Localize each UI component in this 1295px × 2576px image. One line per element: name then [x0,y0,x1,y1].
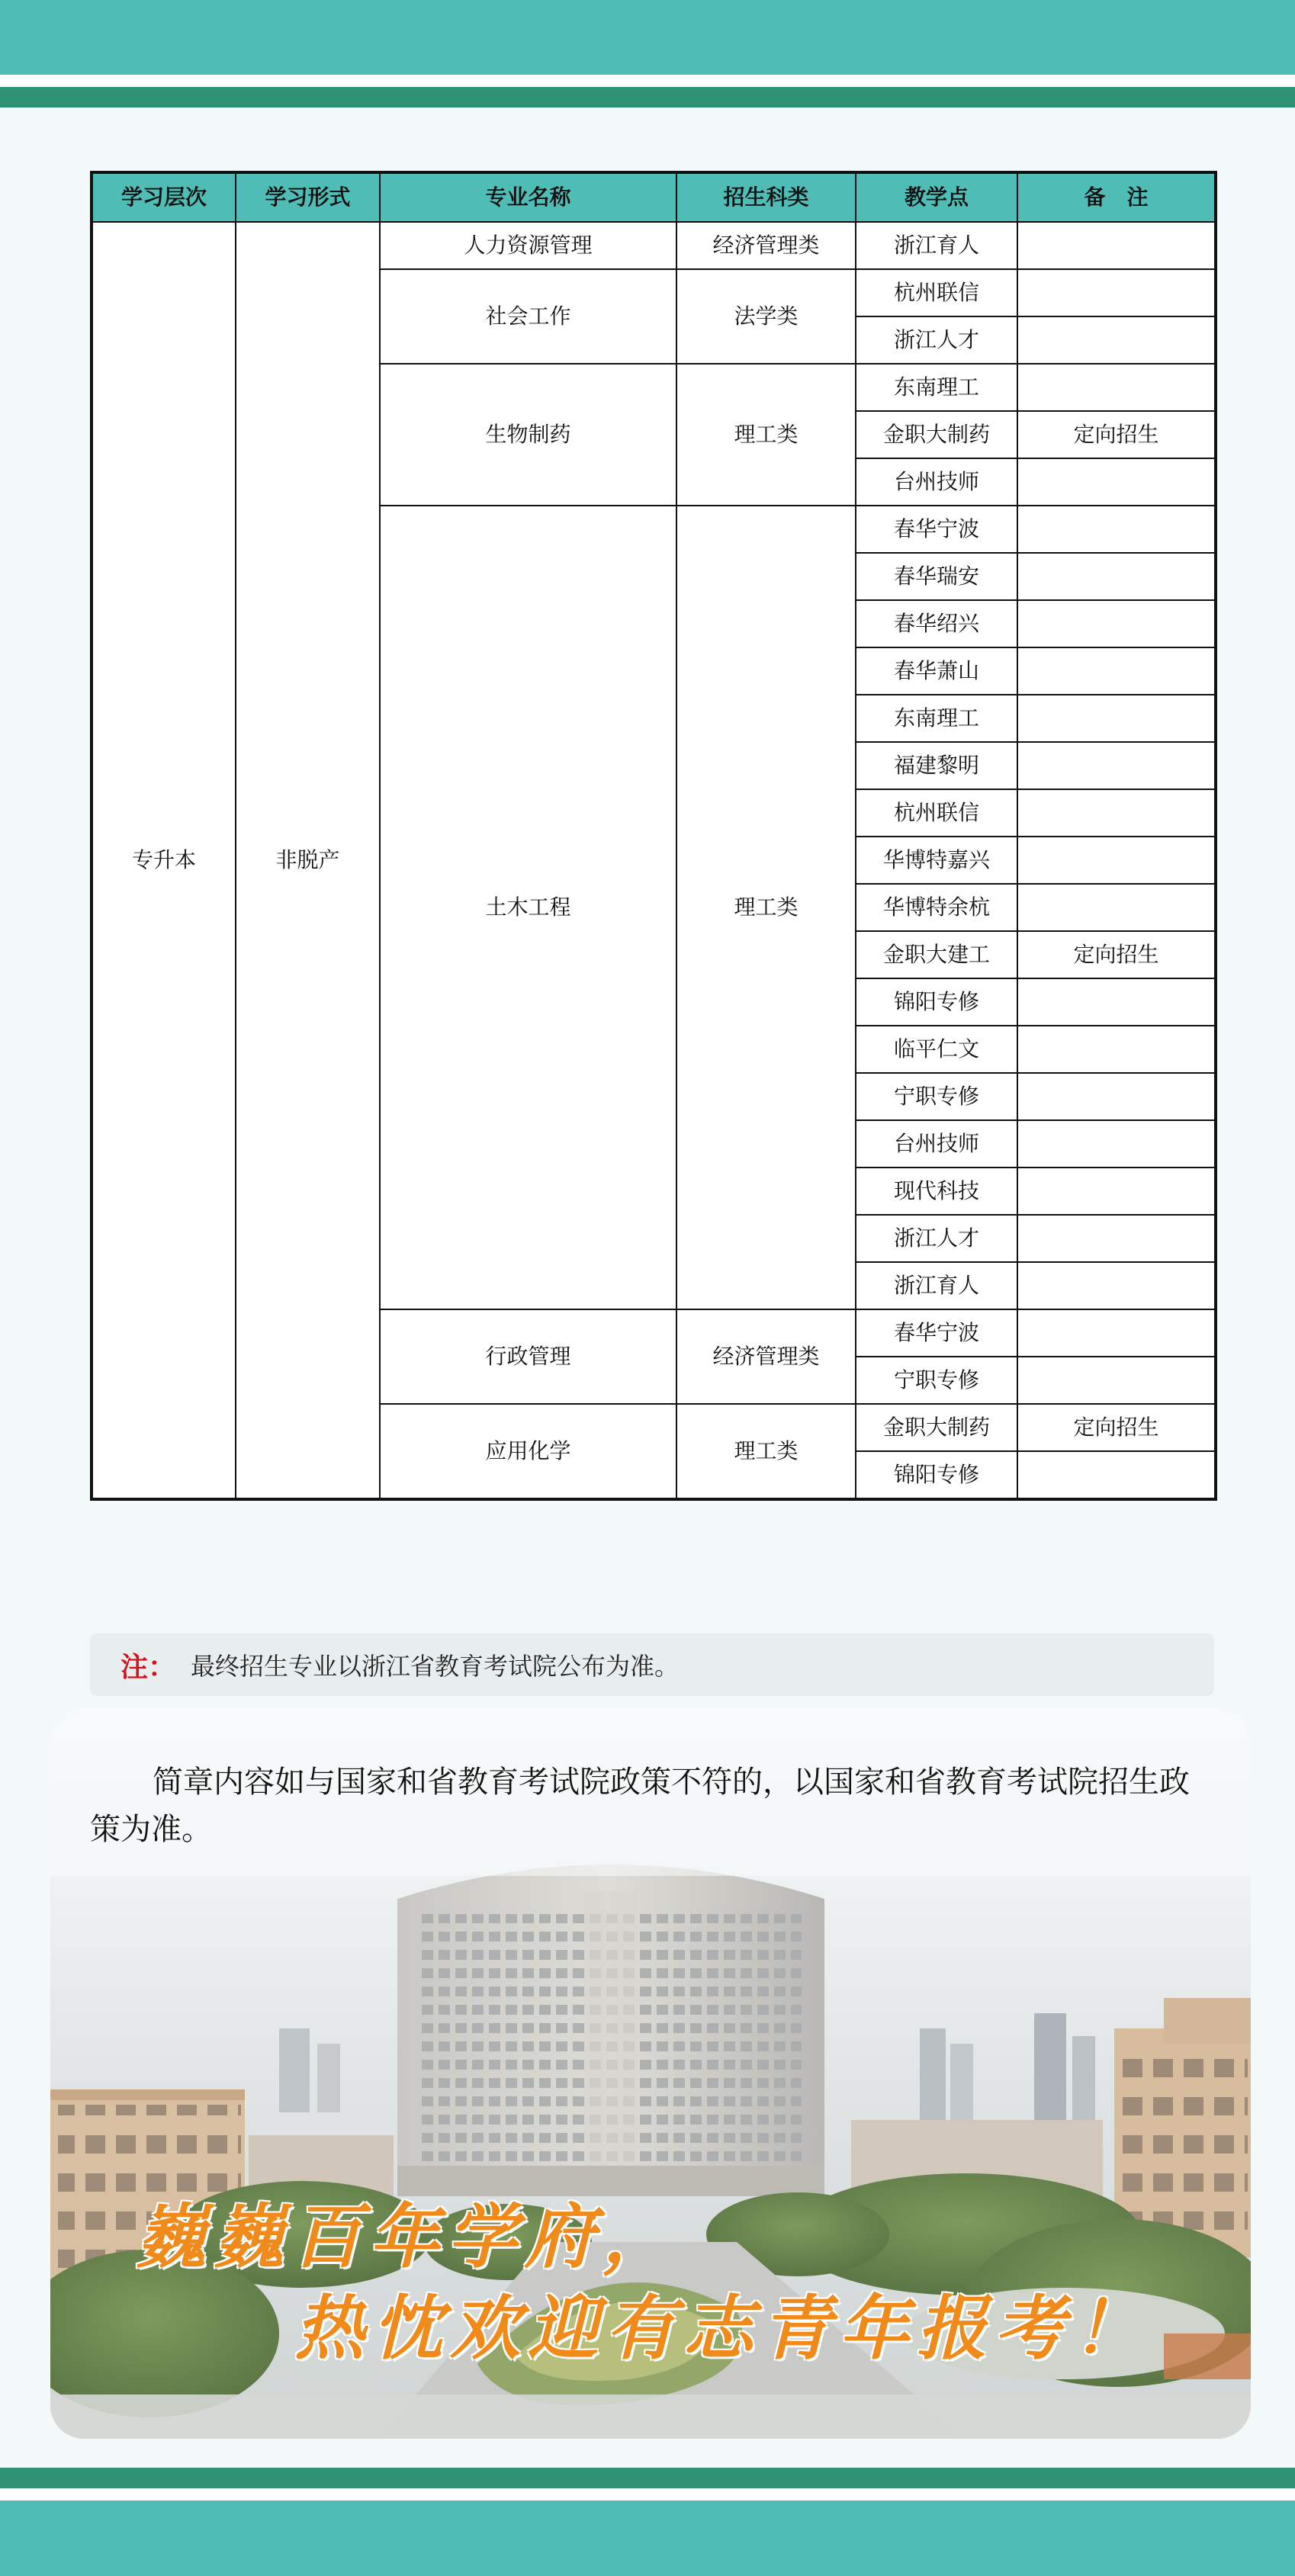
cell-category: 经济管理类 [676,222,856,269]
table-body [92,222,1216,1499]
note-text: 最终招生专业以浙江省教育考试院公布为准。 [191,1652,680,1681]
top-white-stripe [0,75,1295,87]
cell-category: 理工类 [676,364,856,506]
cell-remark [1017,600,1216,647]
cell-remark [1017,506,1216,553]
majors-table [90,171,1217,1501]
cell-remark: 定向招生 [1017,411,1216,458]
cell-remark [1017,695,1216,742]
top-teal-band [0,0,1295,75]
cell-remark [1017,884,1216,931]
cell-site: 临平仁文 [856,1026,1017,1073]
cell-remark [1017,553,1216,600]
cell-site: 台州技师 [856,1120,1017,1168]
cell-site: 浙江人才 [856,1215,1017,1262]
cell-form: 非脱产 [236,222,380,1499]
cell-site: 东南理工 [856,695,1017,742]
cell-remark [1017,1262,1216,1309]
cell-site: 浙江人才 [856,316,1017,364]
cell-site: 金职大建工 [856,931,1017,978]
note-colon: ： [148,1650,176,1683]
cell-site: 台州技师 [856,458,1017,506]
cell-remark [1017,1120,1216,1168]
cell-category: 理工类 [676,1404,856,1499]
cell-site: 宁职专修 [856,1357,1017,1404]
header-remark: 备 注 [1017,172,1216,222]
cell-remark: 定向招生 [1017,1404,1216,1451]
cell-site: 华博特嘉兴 [856,837,1017,884]
campus-photo-card [50,1708,1251,2439]
cell-major-name: 生物制药 [380,364,676,506]
cell-category: 理工类 [676,506,856,1309]
cell-site: 金职大制药 [856,1404,1017,1451]
cell-major-name: 社会工作 [380,269,676,364]
cell-site: 杭州联信 [856,789,1017,837]
cell-category: 经济管理类 [676,1309,856,1404]
cell-site: 锦阳专修 [856,978,1017,1026]
table-row [92,222,1216,269]
cell-site: 春华宁波 [856,1309,1017,1357]
cell-major-name: 人力资源管理 [380,222,676,269]
header-major: 专业名称 [380,172,676,222]
cell-remark [1017,647,1216,695]
cell-remark [1017,789,1216,837]
bottom-green-stripe [0,2468,1295,2488]
top-green-stripe [0,87,1295,108]
cell-remark [1017,1215,1216,1262]
cell-site: 金职大制药 [856,411,1017,458]
cell-site: 春华绍兴 [856,600,1017,647]
cell-site: 福建黎明 [856,742,1017,789]
disclaimer-text: 简章内容如与国家和省教育考试院政策不符的，以国家和省教育考试院招生政策为准。 [90,1765,1190,1847]
header-site: 教学点 [856,172,1017,222]
header-level: 学习层次 [92,172,236,222]
cell-site: 宁职专修 [856,1073,1017,1120]
cell-site: 浙江育人 [856,222,1017,269]
note-label: 注 [121,1650,149,1683]
bottom-white-stripe [0,2488,1295,2501]
cell-remark [1017,742,1216,789]
bottom-teal-band [0,2501,1295,2576]
cell-site: 杭州联信 [856,269,1017,316]
header-form: 学习形式 [236,172,380,222]
cell-category: 法学类 [676,269,856,364]
cell-remark [1017,1309,1216,1357]
cell-remark [1017,1451,1216,1499]
cell-site: 春华萧山 [856,647,1017,695]
cell-remark [1017,1168,1216,1215]
cell-site: 华博特余杭 [856,884,1017,931]
cell-remark [1017,222,1216,269]
note-box [90,1633,1214,1696]
slogan-line-2: 热忱欢迎有志青年报考！ [294,2287,1151,2369]
cell-site: 锦阳专修 [856,1451,1017,1499]
cell-site: 东南理工 [856,364,1017,411]
cell-remark: 定向招生 [1017,931,1216,978]
slogan-line-1: 巍巍百年学府， [136,2195,681,2278]
cell-remark [1017,837,1216,884]
table-header-row [92,172,1216,222]
cell-remark [1017,364,1216,411]
cell-remark [1017,316,1216,364]
cell-major-name: 应用化学 [380,1404,676,1499]
cell-remark [1017,1357,1216,1404]
cell-remark [1017,1026,1216,1073]
cell-major-name: 行政管理 [380,1309,676,1404]
cell-site: 浙江育人 [856,1262,1017,1309]
header-category: 招生科类 [676,172,856,222]
cell-major-name: 土木工程 [380,506,676,1309]
cell-remark [1017,269,1216,316]
cell-site: 春华瑞安 [856,553,1017,600]
cell-site: 春华宁波 [856,506,1017,553]
cell-remark [1017,458,1216,506]
cell-remark [1017,1073,1216,1120]
cell-remark [1017,978,1216,1026]
cell-site: 现代科技 [856,1168,1017,1215]
cell-level: 专升本 [92,222,236,1499]
